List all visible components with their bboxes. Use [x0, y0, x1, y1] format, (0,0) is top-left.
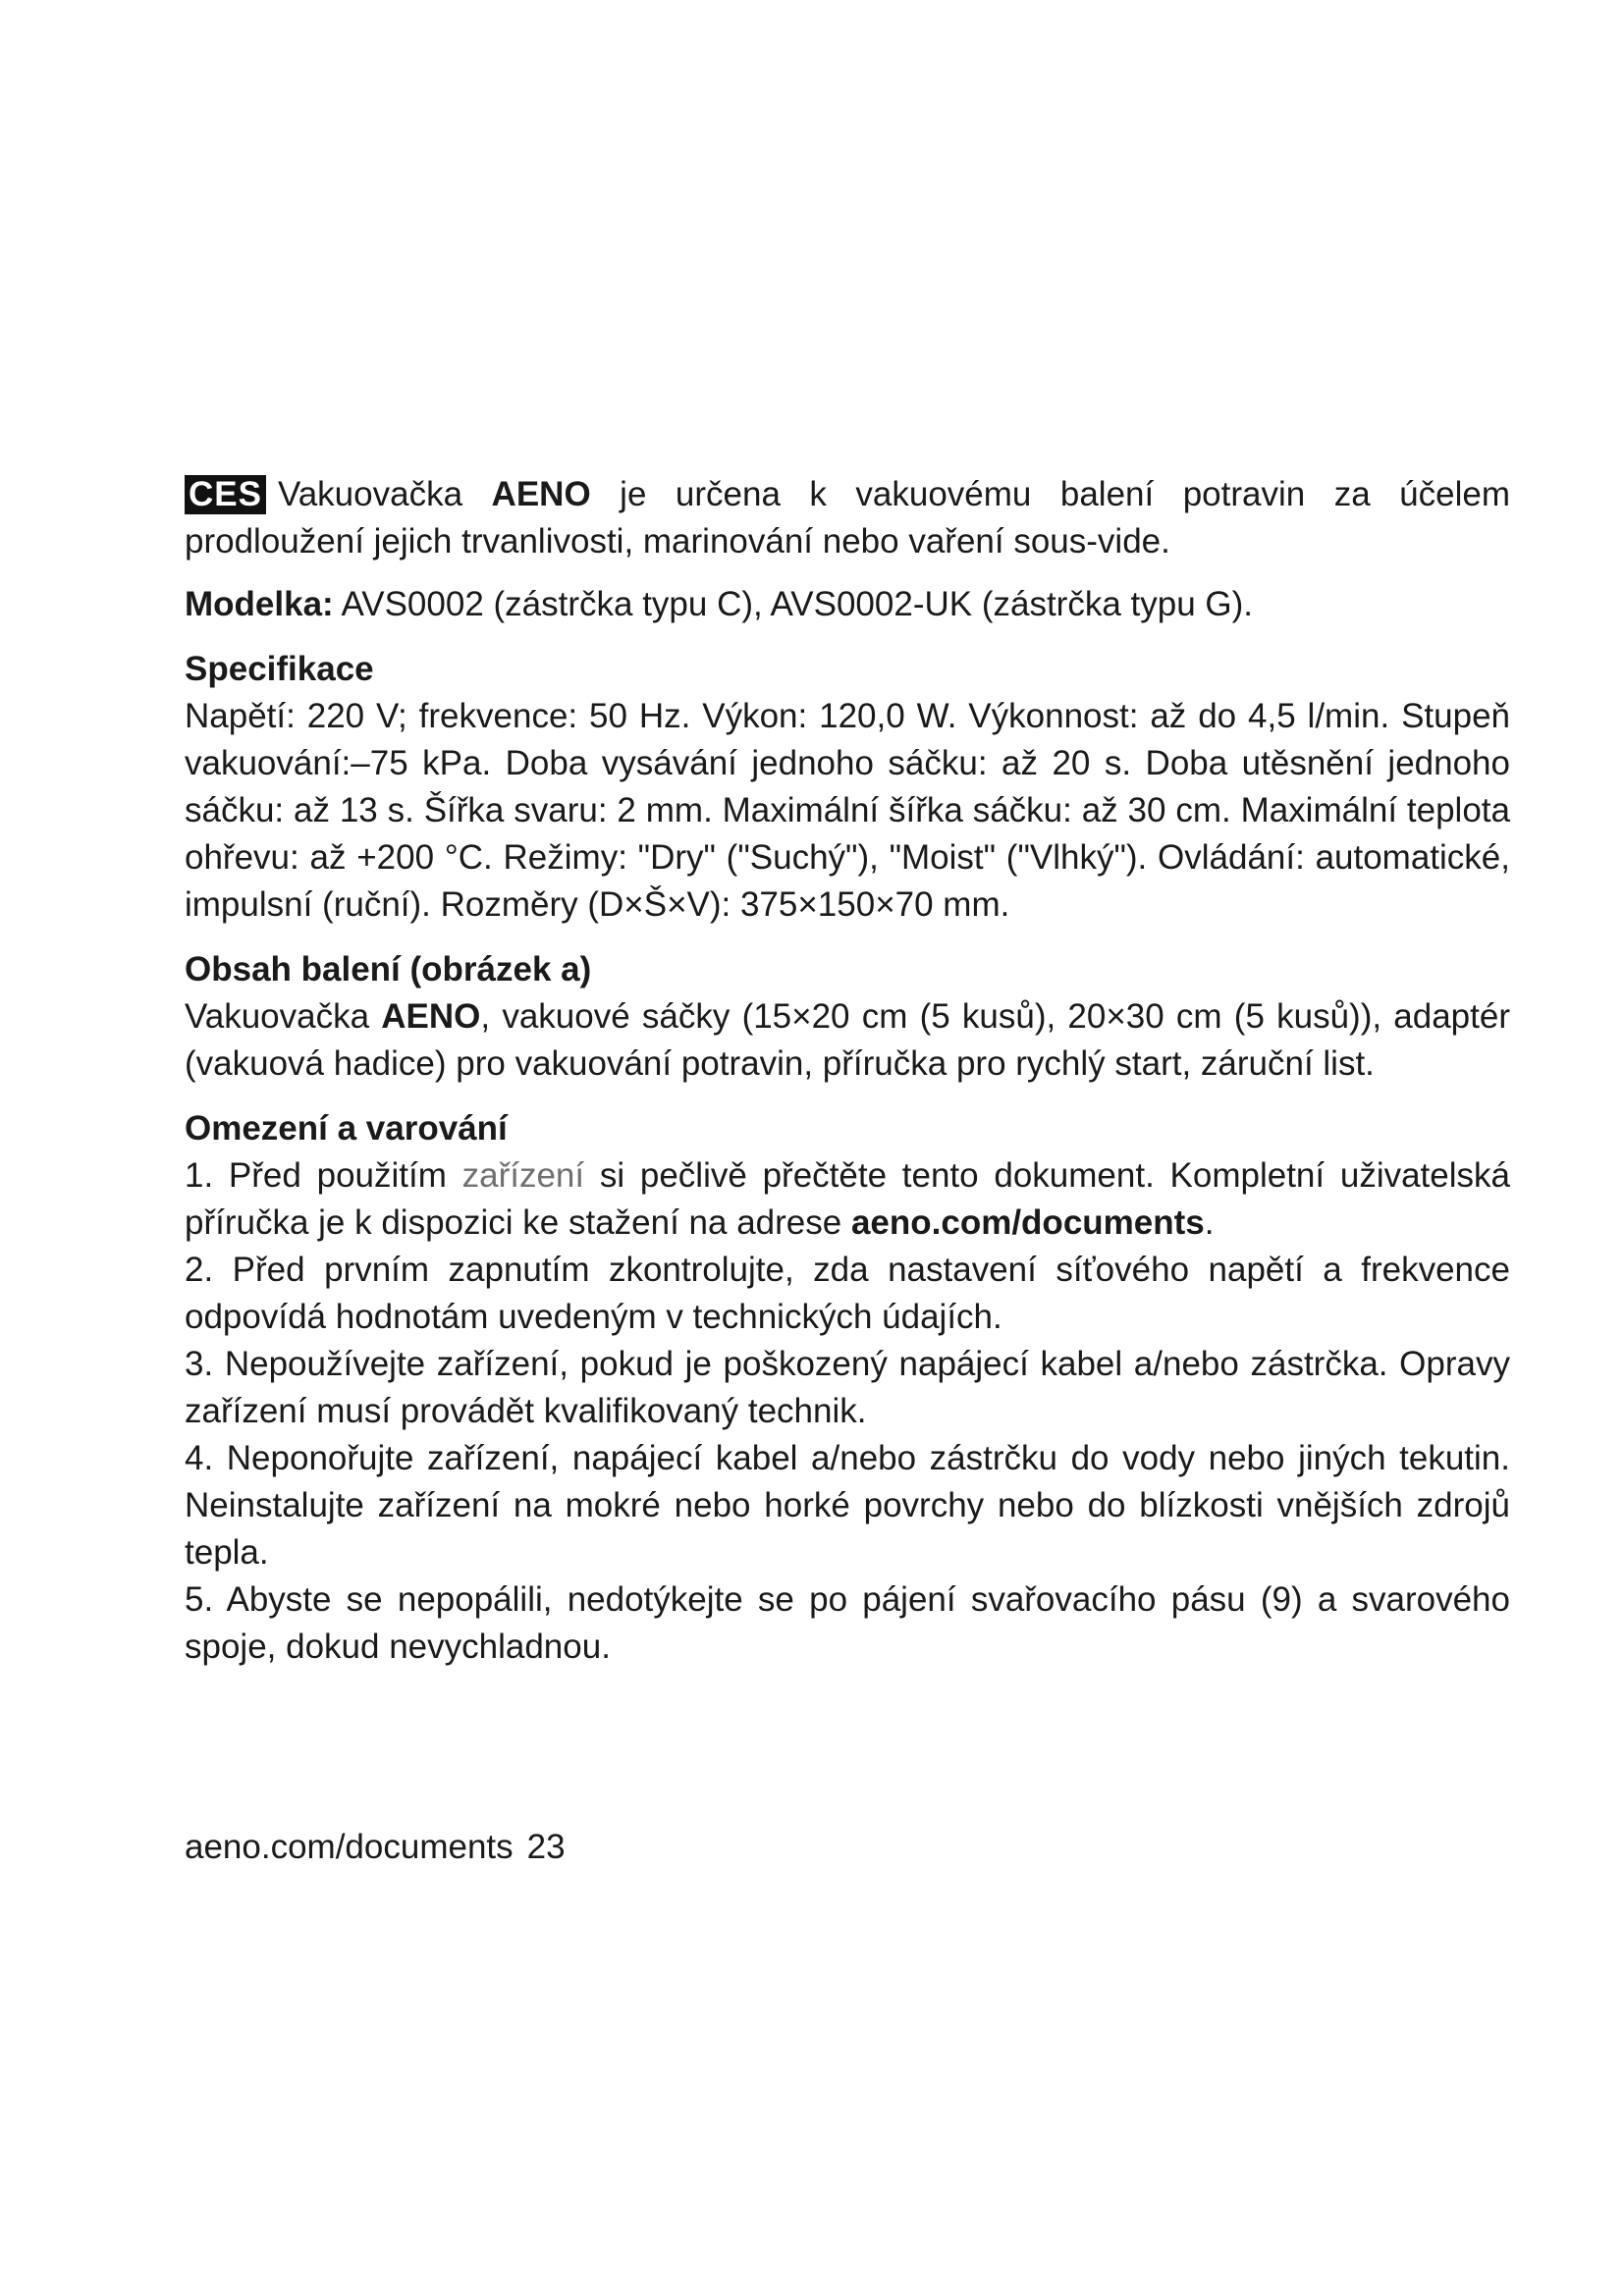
package-text: , vakuové sáčky (15×20 cm (5 kusů), 20×30 cm (5 kusů)), adaptér (vakuová hadice) pro vakuování potravin, příručka pro rychlý start, záruční list.: [185, 997, 1510, 1083]
intro-prefix: Vakuovačka: [277, 475, 492, 513]
footer-site[interactable]: aeno.com/documents: [185, 1828, 514, 1866]
package-brand: AENO: [381, 997, 481, 1036]
model-label: Modelka:: [185, 585, 334, 623]
package-paragraph: [185, 993, 1510, 1088]
warning-item-2: 2. Před prvním zapnutím zkontrolujte, zda nastavení síťového napětí a frekvence odpovídá hodnotám uvedeným v technických údajích.: [185, 1251, 1510, 1336]
page-number: 23: [526, 1828, 566, 1866]
model-text: AVS0002 (zástrčka typu C), AVS0002-UK (zástrčka typu G).: [333, 585, 1254, 623]
warning-item-3: 3. Nepoužívejte zařízení, pokud je poškozený napájecí kabel a/nebo zástrčka. Opravy zařízení musí provádět kvalifikovaný technik.: [185, 1345, 1510, 1430]
warning-item-4: 4. Neponořujte zařízení, napájecí kabel a/nebo zástrčku do vody nebo jiných tekutin. Neinstalujte zařízení na mokré nebo horké povrchy nebo do blízkosti vnějších zdrojů tepla.: [185, 1439, 1510, 1572]
warnings-heading: Omezení a varování: [185, 1109, 508, 1148]
specs-heading: Specifikace: [185, 650, 374, 688]
documents-link[interactable]: aeno.com/documents: [850, 1203, 1205, 1242]
page-footer: [185, 1824, 566, 1871]
warning-1-end: .: [1204, 1203, 1215, 1242]
language-badge: CES: [185, 475, 266, 514]
model-paragraph: [185, 581, 1510, 628]
warning-item-1: [185, 1152, 1510, 1247]
package-heading: Obsah balení (obrázek a): [185, 950, 592, 988]
intro-brand: AENO: [491, 475, 591, 513]
warning-1-before: 1. Před použitím: [185, 1156, 462, 1195]
specs-paragraph: Napětí: 220 V; frekvence: 50 Hz. Výkon: 120,0 W. Výkonnost: až do 4,5 l/min. Stupeň vakuování:–75 kPa. Doba vysávání jednoho sáčku: až 20 s. Doba utěsnění jednoho sáčku: až 13 s. Šířka svaru: 2 mm. Maximální šířka sáčku: až 30 cm. Maximální teplota ohřevu: až +200 °C. Režimy: "Dry" ("Suchý"), "Moist" ("Vlhký"). Ovládání: automatické, impulsní (ruční). Rozměry (D×Š×V): 375×150×70 mm.: [185, 697, 1510, 924]
warning-item-5: 5. Abyste se nepopálili, nedotýkejte se po pájení svařovacího pásu (9) a svarového spoje, dokud nevychladnou.: [185, 1580, 1510, 1666]
intro-paragraph: [185, 471, 1510, 565]
package-prefix: Vakuovačka: [185, 997, 382, 1036]
intro-text: je určena k vakuovému balení potravin za účelem prodloužení jejich trvanlivosti, marinování nebo vaření sous-vide.: [185, 475, 1510, 561]
warning-1-muted: zařízení: [461, 1156, 585, 1195]
warning-1-after: si pečlivě přečtěte tento dokument. Kompletní uživatelská příručka je k dispozici ke stažení na adrese: [185, 1156, 1510, 1242]
page-content: [185, 471, 1510, 1671]
